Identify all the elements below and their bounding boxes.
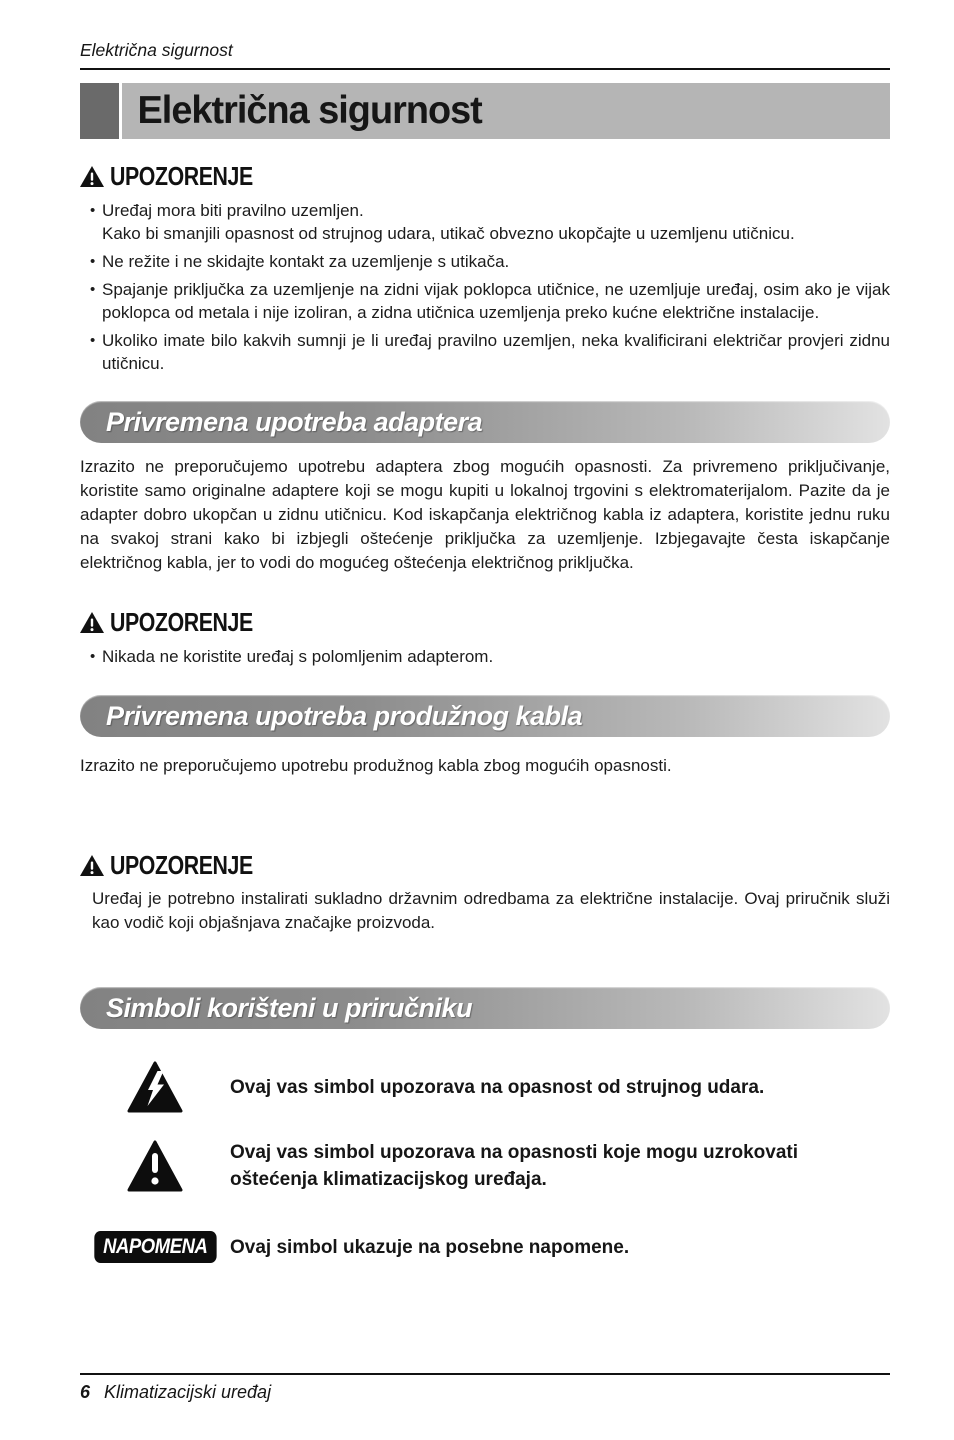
chapter-title-banner — [80, 83, 890, 139]
title-accent-square — [80, 83, 119, 139]
symbol-description: Ovaj vas simbol upozorava na opasnost od strujnog udara. — [230, 1076, 765, 1098]
warning-heading-3 — [80, 850, 890, 881]
bullet-text: Spajanje priključka za uzemljenje na zidni vijak poklopca utičnice, ne uzemljuje uređaj, osim ako je vijak poklopca od metala i nije izoliran, a zidna utičnica uzemljenja preko kućne električne instalacije. — [102, 280, 890, 322]
warning-heading-label: UPOZORENJE — [110, 161, 253, 191]
page-footer — [80, 1373, 890, 1403]
warning-bullet-list-1 — [80, 199, 890, 375]
footer-label: Klimatizacijski uređaj — [104, 1382, 272, 1402]
section-header-extension-cord — [80, 695, 890, 737]
warning-3-text: Uređaj je potrebno instalirati sukladno državnim odredbama za električne instalacije. Ovaj priručnik služi kao vodič koji objašnjava značajke proizvoda. — [92, 889, 890, 932]
warning-triangle-icon — [80, 855, 104, 876]
bullet-marker: • — [90, 253, 96, 270]
warning-heading-label: UPOZORENJE — [110, 607, 253, 637]
page-content — [80, 40, 890, 1263]
bullet-text: Uređaj mora biti pravilno uzemljen. — [102, 201, 364, 220]
section-title: Privremena upotreba produžnog kabla — [106, 700, 583, 731]
symbol-description: Ovaj simbol ukazuje na posebne napomene. — [230, 1236, 630, 1258]
section-body-adapter: Izrazito ne preporučujemo upotrebu adaptera zbog mogućih opasnosti. Za privremeno priključivanje, koristite samo originalne adaptere koji se mogu kupiti u lokalnoj trgovini s elektromaterijalom. Pazite da je adapter dobro ukopčan u zidnu utičnicu. Kod iskapčanja električnog kabla iz adaptera, koristite jednu ruku na svakoj strani kako bi izbjegli oštećenje priključka za uzemljenje. Izbjegavajte česta iskapčanje električnog kabla, jer to vodi do mogućeg oštećenja električnog priključka. — [80, 457, 890, 572]
section-body-extension-cord: Izrazito ne preporučujemo upotrebu produžnog kabla zbog mogućih opasnosti. — [80, 756, 672, 775]
page-title: Električna sigurnost — [137, 89, 482, 132]
warning-triangle-icon — [80, 612, 104, 633]
bullet-marker: • — [90, 202, 96, 219]
bullet-marker: • — [90, 648, 96, 665]
section-title: Simboli korišteni u priručniku — [106, 992, 473, 1023]
electric-shock-triangle-icon — [127, 1061, 183, 1113]
page-number: 6 — [80, 1382, 91, 1402]
list-item — [90, 199, 890, 245]
symbol-row-note — [80, 1231, 890, 1263]
warning-triangle-icon — [80, 166, 104, 187]
warning-heading-2 — [80, 607, 890, 638]
bullet-text: Ukoliko imate bilo kakvih sumnji je li uređaj pravilno uzemljen, neka kvalificirani električar provjeri zidnu utičnicu. — [102, 331, 890, 373]
warning-heading-1 — [80, 161, 890, 192]
note-badge: NAPOMENA — [94, 1231, 216, 1263]
symbol-row-caution — [80, 1139, 890, 1193]
bullet-text: Kako bi smanjili opasnost od strujnog udara, utikač obvezno ukopčajte u uzemljenu utičnicu. — [102, 224, 795, 243]
bullet-text: Ne režite i ne skidajte kontakt za uzemljenje s utikača. — [102, 252, 510, 271]
warning-bullet-list-2 — [80, 645, 890, 668]
list-item — [90, 278, 890, 324]
header-rule — [80, 68, 890, 70]
list-item — [90, 250, 890, 273]
symbol-description: Ovaj vas simbol upozorava na opasnosti koje mogu uzrokovati oštećenja klimatizacijskog uređaja. — [230, 1142, 799, 1190]
bullet-marker: • — [90, 332, 96, 349]
list-item — [90, 645, 890, 668]
list-item — [90, 329, 890, 375]
footer-rule — [80, 1373, 890, 1375]
caution-triangle-icon — [127, 1140, 183, 1192]
section-title: Privremena upotreba adaptera — [106, 406, 483, 437]
bullet-marker: • — [90, 281, 96, 298]
symbols-list — [80, 1061, 890, 1263]
warning-heading-label: UPOZORENJE — [110, 850, 253, 880]
section-header-symbols — [80, 987, 890, 1029]
running-head: Električna sigurnost — [80, 40, 233, 60]
bullet-text: Nikada ne koristite uređaj s polomljenim adapterom. — [102, 647, 494, 666]
symbol-row-shock — [80, 1061, 890, 1113]
section-header-adapter — [80, 401, 890, 443]
